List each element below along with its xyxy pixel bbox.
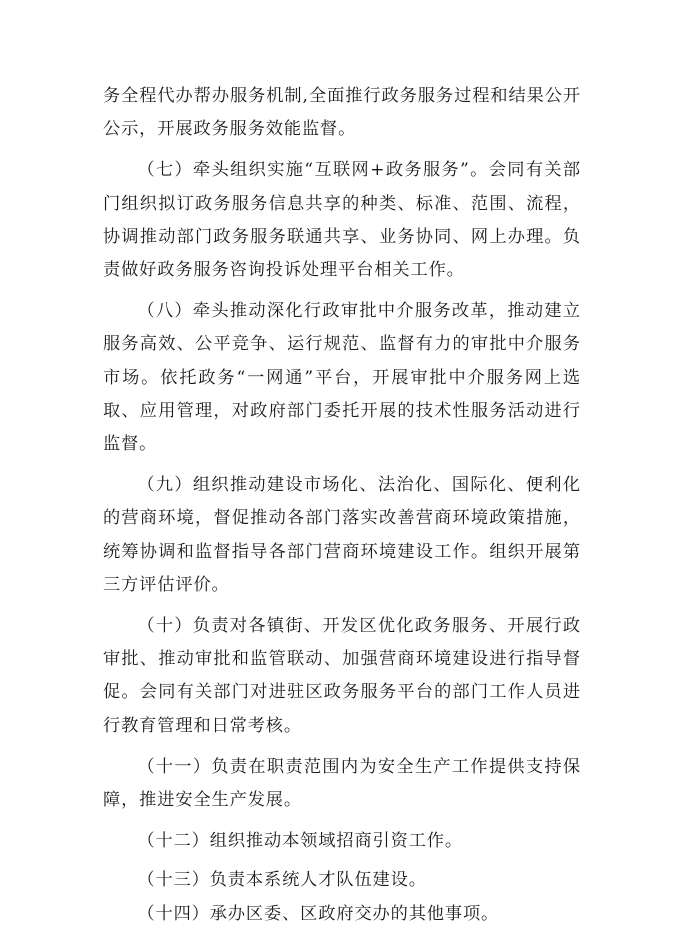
paragraph-item-11: （十一）负责在职责范围内为安全生产工作提供支持保障，推进安全生产发展。 xyxy=(103,756,581,811)
paragraph-item-7: （七）牵头组织实施“互联网+政务服务”。会同有关部门组织拟订政务服务信息共享的种类、标准、范围、流程，协调推动部门政务服务联通共享、业务协同、网上办理。负责做好政务服务咨询投诉处理平台相关工作。 xyxy=(103,160,581,281)
paragraph-item-12: （十二）组织推动本领域招商引资工作。 xyxy=(137,831,463,852)
paragraph-item-9: （九）组织推动建设市场化、法治化、国际化、便利化的营商环境，督促推动各部门落实改善营商环境政策措施，统筹协调和监督指导各部门营商环境建设工作。组织开展第三方评估评价。 xyxy=(103,475,581,595)
paragraph-item-14: （十四）承办区委、区政府交办的其他事项。 xyxy=(137,903,500,924)
paragraph-item-13: （十三）负责本系统人才队伍建设。 xyxy=(137,870,427,891)
paragraph-item-10: （十）负责对各镇街、开发区优化政务服务、开展行政审批、推动审批和监管联动、加强营商环境建设进行指导督促。会同有关部门对进驻区政务服务平台的部门工作人员进行教育管理和日常考核。 xyxy=(103,616,581,736)
paragraph-continuation: 务全程代办帮办服务机制,全面推行政务服务过程和结果公开公示，开展政务服务效能监督。 xyxy=(103,86,581,140)
document-body xyxy=(103,80,581,931)
paragraph-item-8: （八）牵头推动深化行政审批中介服务改革，推动建立服务高效、公平竞争、运行规范、监督有力的审批中介服务市场。依托政务“一网通”平台，开展审批中介服务网上选取、应用管理，对政府部门委托开展的技术性服务活动进行监督。 xyxy=(103,301,581,455)
